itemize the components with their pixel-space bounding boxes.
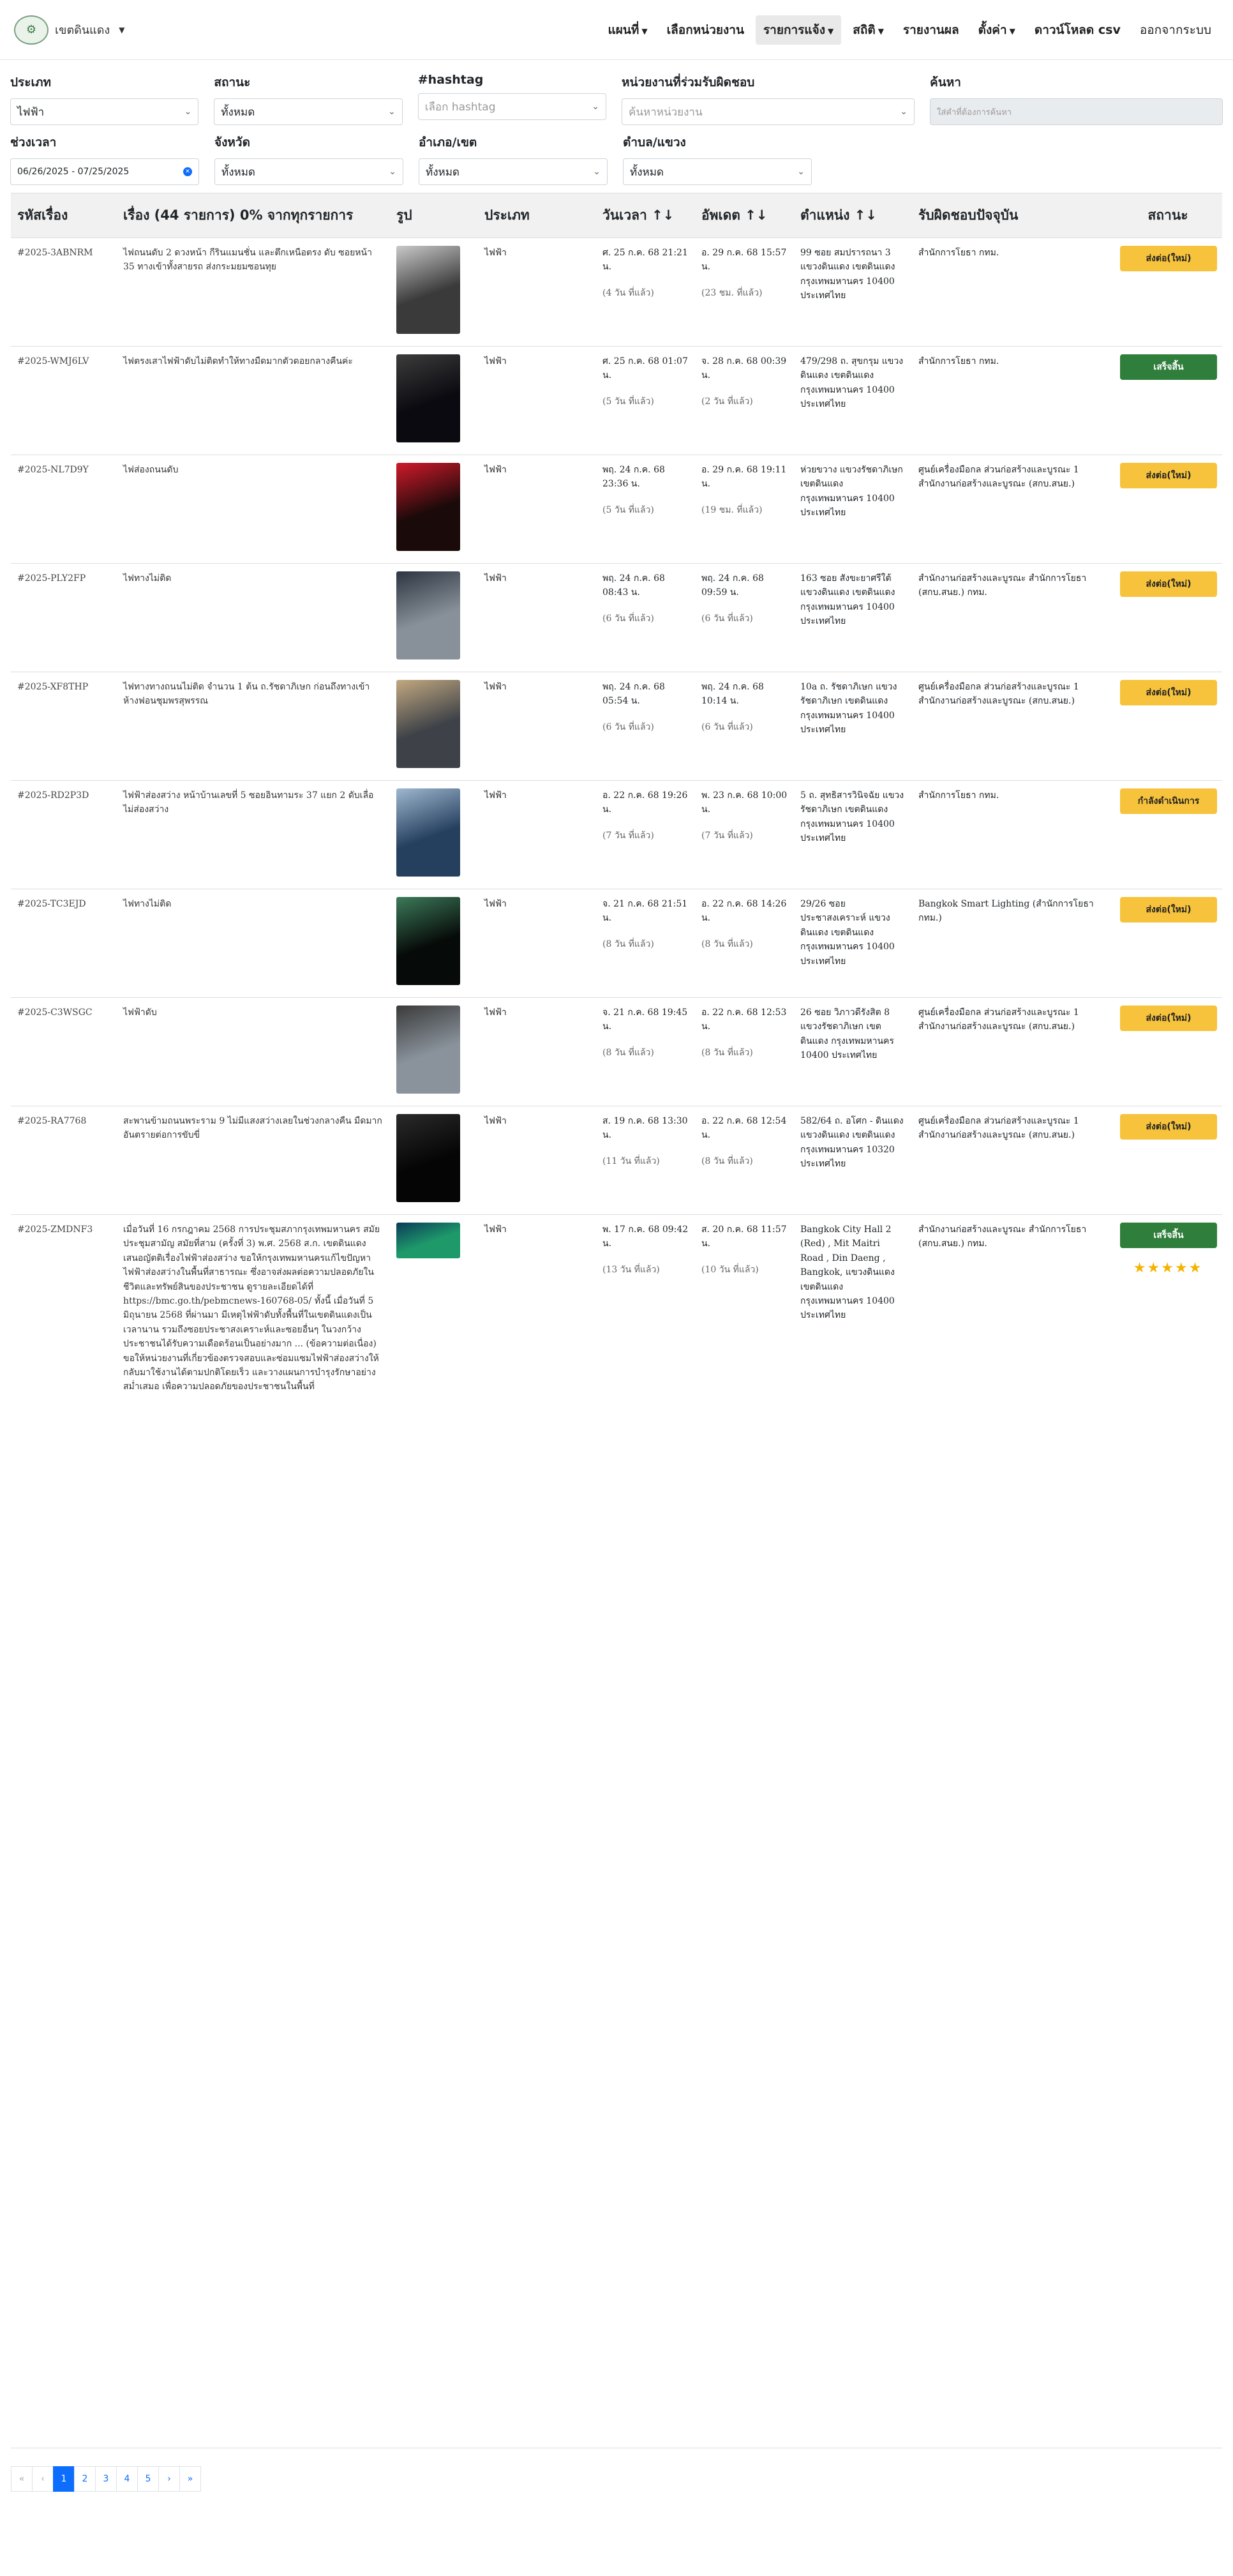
filter-period — [10, 133, 199, 185]
status-badge[interactable]: เสร็จสิ้น — [1120, 354, 1217, 380]
chevron-down-icon: ▼ — [828, 26, 834, 36]
row-title[interactable]: ไฟทางทางถนนไม่ติด จำนวน 1 ต้น ถ.รัชดาภิเษก ก่อนถึงทางเข้าห้างฟอนชุมพรสุพรรณ — [117, 672, 390, 781]
nav-item-label: เลือกหน่วยงาน — [666, 22, 744, 37]
time-ago: (7 วัน ที่แล้ว) — [602, 830, 654, 841]
chevron-down-icon: ▼ — [878, 26, 884, 36]
filter-search — [930, 73, 1223, 125]
updated-value: พฤ. 24 ก.ค. 68 10:14 น. — [701, 682, 764, 707]
row-owner: ศูนย์เครื่องมือกล ส่วนก่อสร้างและบูรณะ 1 สำนักงานก่อสร้างและบูรณะ (สกบ.สนย.) — [912, 1106, 1114, 1215]
subdistrict-select-value: ทั้งหมด — [630, 165, 664, 179]
updated-ago: (8 วัน ที่แล้ว) — [701, 1047, 753, 1058]
row-id[interactable]: #2025-ZMDNF3 — [11, 1215, 117, 2448]
col-status: สถานะ — [1114, 193, 1222, 238]
nav-item-3[interactable] — [845, 15, 892, 45]
row-owner: Bangkok Smart Lighting (สำนักการโยธา กทม.) — [912, 889, 1114, 998]
row-owner: สำนักการโยธา กทม. — [912, 781, 1114, 889]
report-photo[interactable] — [396, 680, 460, 768]
hashtag-placeholder: เลือก hashtag — [424, 100, 496, 114]
agency-select[interactable] — [622, 98, 915, 125]
nav-item-label: ดาวน์โหลด csv — [1034, 22, 1121, 37]
filter-district — [419, 133, 608, 185]
time-ago: (6 วัน ที่แล้ว) — [602, 721, 654, 732]
updated-ago: (8 วัน ที่แล้ว) — [701, 1156, 753, 1166]
filter-subdistrict — [623, 133, 812, 185]
row-photo-cell — [390, 889, 478, 998]
province-select[interactable] — [214, 158, 403, 185]
row-location: Bangkok City Hall 2 (Red) , Mit Maitri Road , Din Daeng , Bangkok, แขวงดินแดง เขตดินแดง กรุงเทพมหานคร 10400 ประเทศไทย — [794, 1215, 912, 2448]
updated-value: อ. 22 ก.ค. 68 14:26 น. — [701, 899, 787, 924]
page-item-4[interactable]: 3 — [95, 2466, 117, 2492]
row-owner: ศูนย์เครื่องมือกล ส่วนก่อสร้างและบูรณะ 1 สำนักงานก่อสร้างและบูรณะ (สกบ.สนย.) — [912, 672, 1114, 781]
time-value: พฤ. 24 ก.ค. 68 05:54 น. — [602, 682, 665, 707]
filter-agency-label: หน่วยงานที่ร่วมรับผิดชอบ — [622, 75, 755, 89]
updated-value: พฤ. 24 ก.ค. 68 09:59 น. — [701, 573, 764, 598]
time-ago: (8 วัน ที่แล้ว) — [602, 1047, 654, 1058]
hashtag-select[interactable] — [418, 93, 606, 120]
row-photo-cell — [390, 998, 478, 1106]
row-type: ไฟฟ้า — [478, 889, 596, 998]
row-location: 10a ถ. รัชดาภิเษก แขวงรัชดาภิเษก เขตดินแดง กรุงเทพมหานคร 10400 ประเทศไทย — [794, 672, 912, 781]
district-select-value: ทั้งหมด — [426, 165, 460, 179]
table-row[interactable] — [11, 455, 1222, 564]
page-item-1[interactable]: ‹ — [32, 2466, 54, 2492]
chevron-down-icon: ⌄ — [900, 107, 908, 117]
col-photo: รูป — [390, 193, 478, 238]
row-time — [596, 455, 695, 564]
table-row[interactable] — [11, 347, 1222, 455]
filter-panel — [0, 60, 1233, 185]
row-photo-cell — [390, 564, 478, 672]
updated-ago: (7 วัน ที่แล้ว) — [701, 830, 753, 841]
filter-status — [214, 73, 402, 125]
nav-item-label: แผนที่ — [608, 22, 639, 37]
row-location: 163 ซอย สังขะยาศรีใต้ แขวงดินแดง เขตดินแดง กรุงเทพมหานคร 10400 ประเทศไทย — [794, 564, 912, 672]
row-title[interactable]: ไฟทางไม่ติด — [117, 889, 390, 998]
row-type: ไฟฟ้า — [478, 781, 596, 889]
agency-placeholder: ค้นหาหน่วยงาน — [629, 105, 703, 119]
row-title[interactable]: ไฟฟ้าดับ — [117, 998, 390, 1106]
report-photo[interactable] — [396, 571, 460, 659]
updated-ago: (10 วัน ที่แล้ว) — [701, 1264, 759, 1275]
updated-ago: (6 วัน ที่แล้ว) — [701, 721, 753, 732]
filter-province — [214, 133, 403, 185]
brand[interactable] — [14, 15, 124, 45]
type-select-value: ไฟฟ้า — [17, 105, 45, 119]
pagination — [11, 2466, 1233, 2492]
row-title[interactable]: ไฟฟ้าส่องสว่าง หน้าบ้านเลขที่ 5 ซอยอินทามระ 37 แยก 2 ดับเลื่อ ไม่ส่องสว่าง — [117, 781, 390, 889]
row-time — [596, 1106, 695, 1215]
row-id[interactable]: #2025-WMJ6LV — [11, 347, 117, 455]
filter-agency — [622, 73, 915, 125]
time-value: จ. 21 ก.ค. 68 19:45 น. — [602, 1007, 688, 1032]
page-item-8[interactable]: » — [179, 2466, 201, 2492]
row-status-cell — [1114, 564, 1222, 672]
updated-ago: (6 วัน ที่แล้ว) — [701, 613, 753, 624]
row-updated — [695, 998, 794, 1106]
chevron-down-icon: ▼ — [119, 25, 125, 34]
status-badge[interactable]: ส่งต่อ(ใหม่) — [1120, 897, 1217, 923]
filter-subdistrict-label: ตำบล/แขวง — [623, 135, 686, 149]
row-title[interactable]: ไฟทางไม่ติด — [117, 564, 390, 672]
row-updated — [695, 781, 794, 889]
time-value: จ. 21 ก.ค. 68 21:51 น. — [602, 899, 688, 924]
row-id[interactable]: #2025-XF8THP — [11, 672, 117, 781]
table-row[interactable] — [11, 1106, 1222, 1215]
date-range-value: 06/26/2025 - 07/25/2025 — [17, 167, 130, 177]
row-type: ไฟฟ้า — [478, 564, 596, 672]
rating-stars: ★★★★★ — [1133, 1260, 1203, 1276]
time-ago: (5 วัน ที่แล้ว) — [602, 504, 654, 515]
chevron-down-icon: ▼ — [641, 26, 648, 36]
row-type: ไฟฟ้า — [478, 998, 596, 1106]
updated-value: อ. 29 ก.ค. 68 19:11 น. — [701, 465, 787, 490]
table-header — [11, 193, 1222, 238]
nav-item-2[interactable] — [756, 15, 841, 45]
updated-value: อ. 29 ก.ค. 68 15:57 น. — [701, 248, 787, 273]
row-id[interactable]: #2025-C3WSGC — [11, 998, 117, 1106]
row-owner: สำนักงานก่อสร้างและบูรณะ สำนักการโยธา (สกบ.สนย.) กทม. — [912, 564, 1114, 672]
report-photo[interactable] — [396, 788, 460, 877]
row-location: 29/26 ซอย ประชาสงเคราะห์ แขวงดินแดง เขตดินแดง กรุงเทพมหานคร 10400 ประเทศไทย — [794, 889, 912, 998]
row-photo-cell — [390, 1215, 478, 2448]
table-body — [11, 238, 1222, 2448]
row-location: ห่วยขวาง แขวงรัชดาภิเษก เขตดินแดง กรุงเทพมหานคร 10400 ประเทศไทย — [794, 455, 912, 564]
row-status-cell — [1114, 1215, 1222, 2448]
row-status-cell — [1114, 1106, 1222, 1215]
row-status-cell — [1114, 455, 1222, 564]
time-ago: (11 วัน ที่แล้ว) — [602, 1156, 660, 1166]
updated-value: อ. 22 ก.ค. 68 12:54 น. — [701, 1116, 787, 1141]
chevron-down-icon: ⌄ — [387, 107, 396, 117]
status-badge[interactable]: ส่งต่อ(ใหม่) — [1120, 1006, 1217, 1031]
row-status-cell — [1114, 998, 1222, 1106]
row-owner: สำนักการโยธา กทม. — [912, 347, 1114, 455]
row-updated — [695, 672, 794, 781]
table-row[interactable] — [11, 998, 1222, 1106]
search-input[interactable] — [930, 98, 1223, 125]
col-title: เรื่อง (44 รายการ) 0% จากทุกรายการ — [117, 193, 390, 238]
row-type: ไฟฟ้า — [478, 1106, 596, 1215]
row-updated — [695, 1106, 794, 1215]
page-item-2[interactable]: 1 — [53, 2466, 75, 2492]
report-photo[interactable] — [396, 246, 460, 334]
nav-item-5[interactable] — [971, 15, 1023, 45]
page-item-3[interactable]: 2 — [74, 2466, 96, 2492]
row-location: 99 ซอย สมปรารถนา 3 แขวงดินแดง เขตดินแดง กรุงเทพมหานคร 10400 ประเทศไทย — [794, 238, 912, 347]
page-item-5[interactable]: 4 — [116, 2466, 138, 2492]
row-type: ไฟฟ้า — [478, 347, 596, 455]
row-time — [596, 781, 695, 889]
filter-province-label: จังหวัด — [214, 135, 250, 149]
chevron-down-icon: ⌄ — [389, 167, 396, 177]
chevron-down-icon: ▼ — [1009, 26, 1015, 36]
row-type: ไฟฟ้า — [478, 1215, 596, 2448]
time-ago: (13 วัน ที่แล้ว) — [602, 1264, 660, 1275]
col-time-sort[interactable]: วันเวลา ↑↓ — [596, 193, 695, 238]
row-photo-cell — [390, 347, 478, 455]
row-status-cell — [1114, 347, 1222, 455]
row-updated — [695, 1215, 794, 2448]
row-id[interactable]: #2025-TC3EJD — [11, 889, 117, 998]
time-value: อ. 22 ก.ค. 68 19:26 น. — [602, 790, 688, 815]
updated-ago: (8 วัน ที่แล้ว) — [701, 938, 753, 949]
status-badge[interactable]: ส่งต่อ(ใหม่) — [1120, 1114, 1217, 1140]
time-value: ศ. 25 ก.ค. 68 21:21 น. — [602, 248, 688, 273]
time-ago: (8 วัน ที่แล้ว) — [602, 938, 654, 949]
chevron-down-icon: ⌄ — [592, 102, 600, 112]
row-location: 5 ถ. สุทธิสารวินิจฉัย แขวงรัชดาภิเษก เขตดินแดง กรุงเทพมหานคร 10400 ประเทศไทย — [794, 781, 912, 889]
status-select[interactable] — [214, 98, 402, 125]
report-photo[interactable] — [396, 1006, 460, 1094]
row-type: ไฟฟ้า — [478, 672, 596, 781]
filter-period-label: ช่วงเวลา — [10, 135, 57, 149]
nav-item-0[interactable] — [601, 15, 655, 45]
table-row[interactable] — [11, 889, 1222, 998]
row-id[interactable]: #2025-3ABNRM — [11, 238, 117, 347]
row-photo-cell — [390, 1106, 478, 1215]
row-location: 479/298 ถ. สุขกรุม แขวงดินแดง เขตดินแดง กรุงเทพมหานคร 10400 ประเทศไทย — [794, 347, 912, 455]
table-row[interactable] — [11, 672, 1222, 781]
row-type: ไฟฟ้า — [478, 238, 596, 347]
row-status-cell — [1114, 781, 1222, 889]
updated-ago: (23 ชม. ที่แล้ว) — [701, 287, 763, 298]
filter-hashtag-label: #hashtag — [417, 73, 484, 87]
chevron-down-icon: ⌄ — [797, 167, 805, 177]
filter-hashtag — [418, 73, 606, 125]
row-location: 26 ซอย วิภาวดีรังสิต 8 แขวงรัชดาภิเษก เขตดินแดง กรุงเทพมหานคร 10400 ประเทศไทย — [794, 998, 912, 1106]
row-time — [596, 564, 695, 672]
nav-item-1[interactable] — [659, 15, 752, 45]
time-value: ศ. 25 ก.ค. 68 01:07 น. — [602, 356, 688, 381]
row-status-cell — [1114, 672, 1222, 781]
updated-value: พ. 23 ก.ค. 68 10:00 น. — [701, 790, 788, 815]
nav-item-label: สถิติ — [853, 22, 876, 37]
col-owner: รับผิดชอบปัจจุบัน — [912, 193, 1114, 238]
row-id[interactable]: #2025-NL7D9Y — [11, 455, 117, 564]
row-status-cell — [1114, 238, 1222, 347]
time-value: พ. 17 ก.ค. 68 09:42 น. — [602, 1224, 689, 1249]
row-updated — [695, 564, 794, 672]
row-updated — [695, 455, 794, 564]
row-title[interactable]: ไฟถนนดับ 2 ดวงหน้า กีรินแมนชั่น และตึกเหนือตรง ดับ ซอยหน้า 35 ทางเข้าทั้งสายรถ ส่งกระมยมซอนทุย — [117, 238, 390, 347]
row-time — [596, 1215, 695, 2448]
nav-item-label: รายงานผล — [902, 22, 959, 37]
updated-ago: (2 วัน ที่แล้ว) — [701, 396, 753, 407]
row-photo-cell — [390, 672, 478, 781]
report-photo[interactable] — [396, 1223, 460, 1258]
row-time — [596, 889, 695, 998]
filter-type-label: ประเภท — [10, 75, 52, 89]
nav-item-4[interactable] — [895, 15, 967, 45]
time-value: พฤ. 24 ก.ค. 68 23:36 น. — [602, 465, 665, 490]
row-time — [596, 238, 695, 347]
status-badge[interactable]: ส่งต่อ(ใหม่) — [1120, 571, 1217, 597]
logout-link[interactable]: ออกจากระบบ — [1139, 22, 1211, 37]
table-row[interactable] — [11, 1215, 1222, 2448]
row-owner: สำนักการโยธา กทม. — [912, 238, 1114, 347]
status-badge[interactable]: ส่งต่อ(ใหม่) — [1120, 463, 1217, 488]
filter-district-label: อำเภอ/เขต — [419, 135, 477, 149]
nav-item-6[interactable] — [1027, 15, 1128, 45]
row-time — [596, 672, 695, 781]
district-select[interactable] — [419, 158, 608, 185]
row-updated — [695, 238, 794, 347]
chevron-down-icon: ⌄ — [184, 107, 192, 117]
row-title[interactable]: สะพานข้ามถนนพระราม 9 ไม่มีแสงสว่างเลยในช่วงกลางคืน มืดมาก อันตรายต่อการขับขี่ — [117, 1106, 390, 1215]
updated-value: จ. 28 ก.ค. 68 00:39 น. — [701, 356, 787, 381]
status-badge[interactable]: กำลังดำเนินการ — [1120, 788, 1217, 814]
date-range-input[interactable] — [10, 158, 199, 185]
row-updated — [695, 889, 794, 998]
clear-icon[interactable]: ✕ — [183, 167, 192, 176]
row-title[interactable]: ไฟตรงเสาไฟฟ้าดับไม่ติดทำให้ทางมืดมากตัวดอยกลางคืนค่ะ — [117, 347, 390, 455]
row-title[interactable]: เมื่อวันที่ 16 กรกฎาคม 2568 การประชุมสภากรุงเทพมหานคร สมัยประชุมสามัญ สมัยที่สาม (ครั้งที่ 3) พ.ศ. 2568 ส.ก. เขตดินแดง เสนอญัตติเรื่องไฟฟ้าส่องสว่าง ขอให้กรุงเทพมหานครแก้ไขปัญหาไฟฟ้าส่องสว่างในพื้นที่สาธารณะ ซึ่งอาจส่งผลต่อความปลอดภัยในชีวิตและทรัพย์สินของประชาชน ดูรายละเอียดได้ที่ https://bmc.go.th/pebmcnews-160768-05/ ทั้งนี้ เมื่อวันที่ 5 มิถุนายน 2568 ที่ผ่านมา มีเหตุไฟฟ้าดับทั้งพื้นที่ในเขตดินแดงเป็นเวลานาน รวมถึงซอยประชาสงเคราะห์และซอยอื่นๆ ในวงกว้าง ประชาชนได้รับความเดือดร้อนเป็นอย่างมาก ... (ข้อความต่อเนื่อง) ขอให้หน่วยงานที่เกี่ยวข้องตรวจสอบและซ่อมแซมไฟฟ้าส่องสว่างให้กลับมาใช้งานได้ตามปกติโดยเร็ว และวางแผนการบำรุงรักษาอย่างสม่ำเสมอ เพื่อความปลอดภัยของประชาชนในพื้นที่ — [117, 1215, 390, 2448]
table-row[interactable] — [11, 564, 1222, 672]
chevron-down-icon: ⌄ — [593, 167, 601, 177]
type-select[interactable] — [10, 98, 198, 125]
report-photo[interactable] — [396, 354, 460, 442]
table-row[interactable] — [11, 238, 1222, 347]
page-item-0[interactable]: « — [11, 2466, 33, 2492]
status-badge[interactable]: ส่งต่อ(ใหม่) — [1120, 680, 1217, 705]
col-updated-sort[interactable]: อัพเดต ↑↓ — [695, 193, 794, 238]
row-id[interactable]: #2025-PLY2FP — [11, 564, 117, 672]
nav-item-label: รายการแจ้ง — [763, 22, 825, 37]
filter-status-label: สถานะ — [214, 75, 251, 89]
row-id[interactable]: #2025-RA7768 — [11, 1106, 117, 1215]
province-select-value: ทั้งหมด — [221, 165, 255, 179]
nav-item-label: ตั้งค่า — [978, 22, 1007, 37]
updated-ago: (19 ชม. ที่แล้ว) — [701, 504, 763, 515]
time-ago: (4 วัน ที่แล้ว) — [602, 287, 654, 298]
page-item-7[interactable]: › — [158, 2466, 180, 2492]
municipal-seal-icon: ⚙ — [14, 15, 49, 45]
row-photo-cell — [390, 781, 478, 889]
row-title[interactable]: ไฟส่องถนนดับ — [117, 455, 390, 564]
top-navbar — [0, 0, 1233, 60]
search-placeholder: ใส่คำที่ต้องการค้นหา — [937, 107, 1012, 117]
page-item-6[interactable]: 5 — [137, 2466, 159, 2492]
row-owner: สำนักงานก่อสร้างและบูรณะ สำนักการโยธา (สกบ.สนย.) กทม. — [912, 1215, 1114, 2448]
col-location-sort[interactable]: ตำแหน่ง ↑↓ — [794, 193, 912, 238]
report-photo[interactable] — [396, 463, 460, 551]
updated-value: ส. 20 ก.ค. 68 11:57 น. — [701, 1224, 787, 1249]
time-ago: (5 วัน ที่แล้ว) — [602, 396, 654, 407]
updated-value: อ. 22 ก.ค. 68 12:53 น. — [701, 1007, 787, 1032]
time-ago: (6 วัน ที่แล้ว) — [602, 613, 654, 624]
col-id: รหัสเรื่อง — [11, 193, 117, 238]
row-photo-cell — [390, 455, 478, 564]
main-menu — [601, 15, 1220, 45]
time-value: พฤ. 24 ก.ค. 68 08:43 น. — [602, 573, 665, 598]
subdistrict-select[interactable] — [623, 158, 812, 185]
status-select-value: ทั้งหมด — [221, 105, 255, 119]
report-photo[interactable] — [396, 897, 460, 985]
brand-name: เขตดินแดง — [55, 24, 110, 37]
filter-type — [10, 73, 198, 125]
row-owner: ศูนย์เครื่องมือกล ส่วนก่อสร้างและบูรณะ 1 สำนักงานก่อสร้างและบูรณะ (สกบ.สนย.) — [912, 998, 1114, 1106]
time-value: ส. 19 ก.ค. 68 13:30 น. — [602, 1116, 688, 1141]
row-id[interactable]: #2025-RD2P3D — [11, 781, 117, 889]
report-photo[interactable] — [396, 1114, 460, 1202]
row-location: 582/64 ถ. อโศก - ดินแดง แขวงดินแดง เขตดินแดง กรุงเทพมหานคร 10320 ประเทศไทย — [794, 1106, 912, 1215]
status-badge[interactable]: เสร็จสิ้น — [1120, 1223, 1217, 1248]
status-badge[interactable]: ส่งต่อ(ใหม่) — [1120, 246, 1217, 271]
row-updated — [695, 347, 794, 455]
row-photo-cell — [390, 238, 478, 347]
row-status-cell — [1114, 889, 1222, 998]
row-owner: ศูนย์เครื่องมือกล ส่วนก่อสร้างและบูรณะ 1 สำนักงานก่อสร้างและบูรณะ (สกบ.สนย.) — [912, 455, 1114, 564]
filter-search-label: ค้นหา — [930, 75, 961, 89]
row-time — [596, 998, 695, 1106]
table-row[interactable] — [11, 781, 1222, 889]
row-type: ไฟฟ้า — [478, 455, 596, 564]
row-time — [596, 347, 695, 455]
col-type: ประเภท — [478, 193, 596, 238]
reports-table — [11, 193, 1222, 2448]
